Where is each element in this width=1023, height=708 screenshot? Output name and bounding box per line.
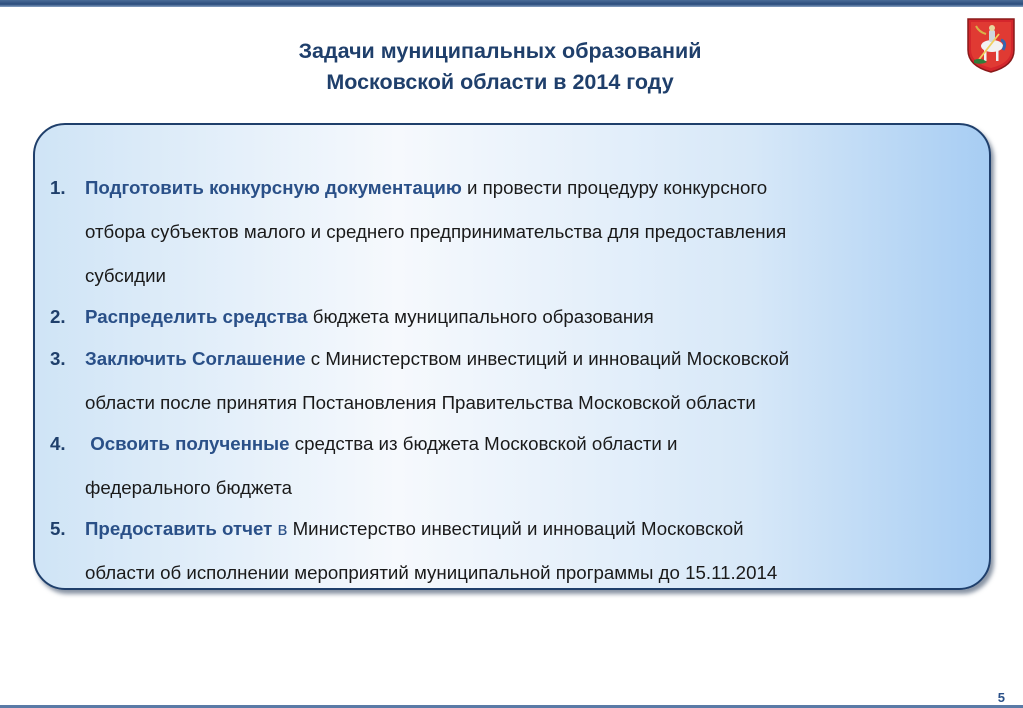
title-line-1: Задачи муниципальных образований <box>298 39 702 63</box>
item-keyword: Заключить Соглашение <box>85 348 306 369</box>
item-number: 2. <box>50 306 66 327</box>
item-text: средства из бюджета Московской области и <box>289 433 678 454</box>
item-text: отбора субъектов малого и среднего предпринимательства для предоставления <box>85 221 787 242</box>
list-item <box>50 295 980 339</box>
item-keyword: Освоить полученные <box>85 433 290 454</box>
item-text: субсидии <box>85 265 166 286</box>
list-item <box>50 507 980 595</box>
item-text: области об исполнении мероприятий муниципальной программы до 15.11.2014 <box>85 562 778 583</box>
item-connector: в <box>272 518 288 539</box>
slide-title <box>150 36 850 98</box>
item-number: 4. <box>50 433 66 454</box>
list-item <box>50 337 980 425</box>
item-number: 5. <box>50 518 66 539</box>
item-text: и провести процедуру конкурсного <box>461 177 768 198</box>
list-item <box>50 166 980 298</box>
item-text: бюджета муниципального образования <box>307 306 654 327</box>
list-item <box>50 422 980 510</box>
item-text: федерального бюджета <box>85 477 293 498</box>
item-keyword: Распределить средства <box>85 306 308 327</box>
item-keyword: Подготовить конкурсную документацию <box>85 177 462 198</box>
item-text: с Министерством инвестиций и инноваций Московской <box>305 348 790 369</box>
page-number: 5 <box>997 690 1005 705</box>
coat-of-arms-icon <box>965 16 1017 74</box>
item-text: области после принятия Постановления Правительства Московской области <box>85 392 756 413</box>
item-keyword: Предоставить отчет <box>85 518 273 539</box>
top-bar <box>0 0 1023 7</box>
item-number: 1. <box>50 177 66 198</box>
item-number: 3. <box>50 348 66 369</box>
title-line-2: Московской области в 2014 году <box>326 70 674 94</box>
item-text: Министерство инвестиций и инноваций Московской <box>287 518 744 539</box>
